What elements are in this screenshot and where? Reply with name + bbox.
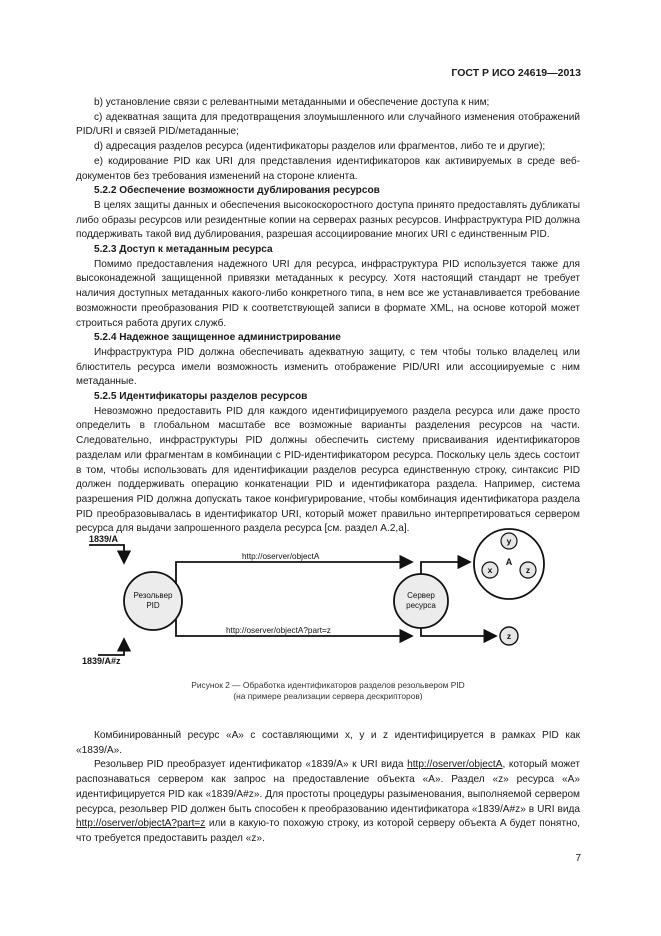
section-heading-5-2-3: 5.2.3 Доступ к метаданным ресурса <box>94 244 273 256</box>
server-to-objectA-arrow <box>421 562 470 574</box>
figure-caption-line1: Рисунок 2 — Обработка идентификаторов разделов резольвером PID <box>191 680 465 690</box>
server-to-z-arrow <box>421 628 496 636</box>
section-heading-5-2-2: 5.2.2 Обеспечение возможности дублирования ресурсов <box>94 185 380 197</box>
input-top-arrow <box>89 545 124 563</box>
server-label-line2: ресурса <box>406 601 436 610</box>
component-x-label: x <box>487 565 493 575</box>
url-top-arrow <box>176 562 412 584</box>
list-item-b: b) установление связи с релевантными метаданными и обеспечение доступа к ним; <box>94 97 490 108</box>
resolver-label-line2: PID <box>146 601 160 610</box>
input-bottom-arrow <box>98 639 124 655</box>
server-label-line1: Сервер <box>407 591 435 600</box>
closing-paragraph-2 <box>76 758 580 846</box>
closing-p2-part-c: или в какую-то похожую строку, из которой серверу объекта A будет понятно, что требуется предоставить раздел «z». <box>76 818 580 844</box>
section-text-5-2-5: Невозможно предоставить PID для каждого идентифицируемого раздела ресурса или даже просто определить в глобальном масштабе все возможные варианты разделения ресурсов на части. Следовательно, инфраструктуры PID должны обеспечить систему присваивания идентификаторов разделам или фрагментам в комбинации с PID-идентификатором ресурса. Поскольку цель здесь состоит в том, чтобы использовать для идентификации разделов ресурса единственную строку, синтаксис PID должен поддерживать операцию конкатенации PID и идентификатора раздела. Например, система разрешения PID должна допускать такое конфигурирование, чтобы комбинация идентификатора раздела PID преобразовывалась в идентификатор URI, который может правильно интерпретироваться сервером ресурса для выдачи запрошенного раздела ресурса [см. раздел А.2,а]. <box>76 405 580 535</box>
url-bottom-label: http://oserver/objectA?part=z <box>226 626 331 635</box>
input-bottom-label: 1839/A#z <box>82 656 121 666</box>
component-z-label: z <box>525 565 531 575</box>
closing-paragraph-1: Комбинированный ресурс «A» с составляющими x, y и z идентифицируется в рамках PID как «1839/A». <box>76 730 580 756</box>
component-y-label: y <box>506 536 512 546</box>
link-objectA-part-z[interactable]: http://oserver/objectA?part=z <box>76 818 206 830</box>
link-objectA[interactable]: http://oserver/objectA <box>407 759 503 771</box>
output-z-label: z <box>506 631 512 641</box>
list-item-d: d) адресация разделов ресурса (идентификаторы разделов или фрагментов, либо те и другие); <box>94 141 546 153</box>
object-A-label: A <box>505 557 513 567</box>
document-id: ГОСТ Р ИСО 24619—2013 <box>451 67 581 79</box>
closing-p2-part-a: Резольвер PID преобразует идентификатор «1839/A» к URI вида <box>94 759 408 771</box>
figure-2-diagram <box>76 527 580 677</box>
url-top-label: http://oserver/objectA <box>242 552 320 561</box>
section-heading-5-2-5: 5.2.5 Идентификаторы разделов ресурсов <box>94 391 308 403</box>
section-heading-5-2-4: 5.2.4 Надежное защищенное администрирование <box>94 332 341 344</box>
section-text-5-2-4: Инфраструктура PID должна обеспечивать адекватную защиту, с тем чтобы только владелец или блюститель ресурса имели возможность изменить отображение PID/URI или ассоциируемые с ним метаданные. <box>76 346 580 388</box>
list-item-e: e) кодирование PID как URI для представления идентификаторов как активируемых в среде веб-документов без требования изменений на стороне клиента. <box>76 155 580 182</box>
list-item-c: c) адекватная защита для предотвращения злоумышленного или случайного изменения отображений PID/URI и связей PID/метаданные; <box>76 111 580 138</box>
section-text-5-2-3: Помимо предоставления надежного URI для ресурса, инфраструктура PID используется также для высоконадежной защищенной привязки метаданных к ресурсу. Хотя настоящий стандарт не требует наличия доступных метаданных какого-либо конкретного типа, в нем все же устанавливается требование возможности преобразования PID к соответствующей записи в формате XML, на основе которой может строиться работа других служб. <box>76 258 580 329</box>
page-number: 7 <box>575 853 581 864</box>
closing-text <box>76 729 580 847</box>
figure-caption <box>76 680 580 702</box>
main-text <box>76 96 580 537</box>
closing-p2-part-b: , который может распознаваться сервером как запрос на предоставление объекта «A». Раздел «z» ресурса «A» идентифицируется PID как «1839/A#z». Для простоты процедуры разыменования, выполняемой сервером ресурса, резольвер PID должен быть способен к преобразованию идентификатора «1839/A#z» в URI вида <box>76 759 581 815</box>
input-top-label: 1839/A <box>89 534 119 544</box>
section-text-5-2-2: В целях защиты данных и обеспечения высокоскоростного доступа принято предоставлять дубликаты либо образы ресурсов или резидентные копии на серверах разных ресурсов. Инфраструктура PID должна поддерживать такой вид дублирования, разрешая ассоциирование многих URI с единственным PID. <box>76 199 580 241</box>
resolver-label-line1: Резольвер <box>133 591 173 600</box>
figure-caption-line2: (на примере реализации сервера дескрипторов) <box>233 691 423 701</box>
